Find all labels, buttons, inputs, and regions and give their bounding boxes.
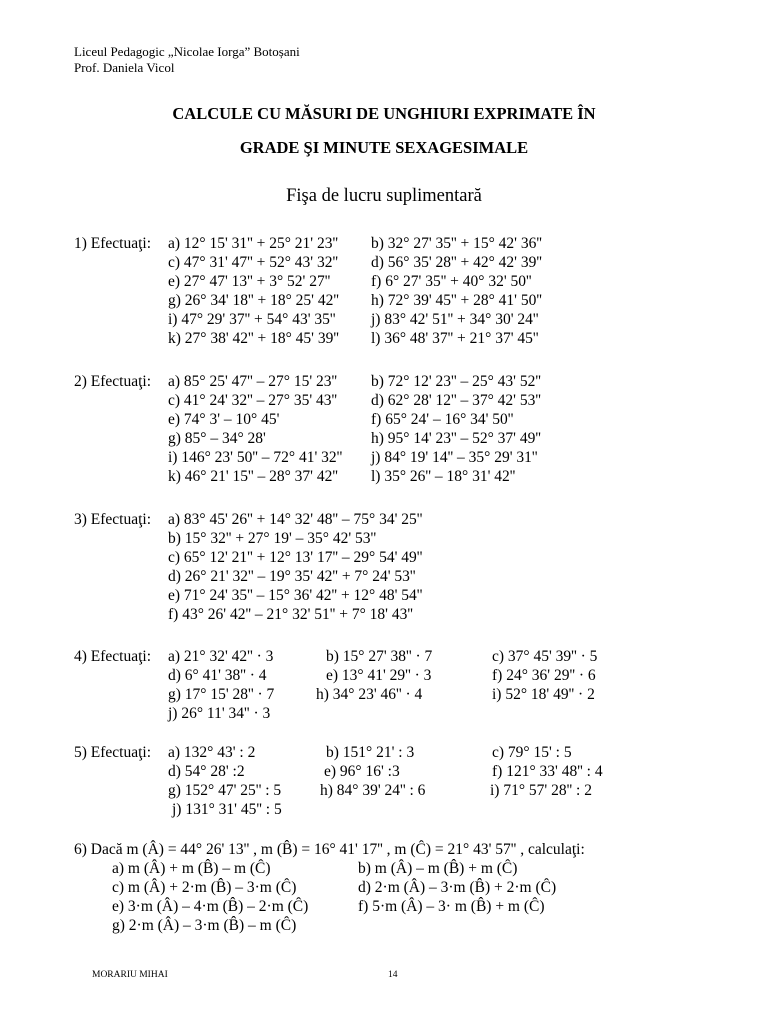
- item: f) 5·m (Â) – 3· m (B̂) + m (Ĉ): [358, 898, 545, 915]
- footer-author: MORARIU MIHAI: [92, 970, 168, 980]
- school-name: Liceul Pedagogic „Nicolae Iorga” Botoșani: [74, 44, 300, 59]
- item: j) 83° 42' 51'' + 34° 30' 24'': [371, 311, 539, 328]
- item: i) 52° 18' 49'' · 2: [492, 686, 595, 703]
- item: b) 32° 27' 35'' + 15° 42' 36'': [371, 235, 542, 252]
- exercise-label: 5) Efectuaţi:: [74, 744, 152, 761]
- item: j) 26° 11' 34'' · 3: [168, 705, 271, 722]
- exercise-label: 4) Efectuaţi:: [74, 648, 152, 665]
- item: j) 131° 31' 45'' : 5: [172, 801, 282, 818]
- item: d) 56° 35' 28'' + 42° 42' 39'': [371, 254, 542, 271]
- item: a) 132° 43' : 2: [168, 744, 256, 761]
- item: e) 96° 16' :3: [324, 763, 400, 780]
- item: i) 71° 57' 28'' : 2: [490, 782, 592, 799]
- item: b) 72° 12' 23'' – 25° 43' 52'': [371, 373, 541, 390]
- item: e) 27° 47' 13'' + 3° 52' 27'': [168, 273, 331, 290]
- page-number: 14: [388, 970, 398, 980]
- item: k) 46° 21' 15'' – 28° 37' 42'': [168, 468, 338, 485]
- item: a) 85° 25' 47'' – 27° 15' 23'': [168, 373, 338, 390]
- item: e) 71° 24' 35'' – 15° 36' 42'' + 12° 48' 54'': [168, 587, 423, 604]
- item: l) 36° 48' 37'' + 21° 37' 45'': [371, 330, 539, 347]
- item: i) 146° 23' 50'' – 72° 41' 32'': [168, 449, 343, 466]
- item: a) m (Â) + m (B̂) – m (Ĉ): [112, 860, 271, 877]
- item: l) 35° 26'' – 18° 31' 42'': [371, 468, 516, 485]
- item: h) 34° 23' 46'' · 4: [316, 686, 423, 703]
- item: f) 121° 33' 48'' : 4: [492, 763, 603, 780]
- item: d) 62° 28' 12'' – 37° 42' 53'': [371, 392, 541, 409]
- header: [74, 44, 300, 76]
- item: d) 26° 21' 32'' – 19° 35' 42'' + 7° 24' 53'': [168, 568, 416, 585]
- item: c) m (Â) + 2·m (B̂) – 3·m (Ĉ): [112, 879, 297, 896]
- teacher-name: Prof. Daniela Vicol: [74, 60, 175, 75]
- item: b) m (Â) – m (B̂) + m (Ĉ): [358, 860, 518, 877]
- item: f) 65° 24' – 16° 34' 50'': [371, 411, 514, 428]
- item: f) 6° 27' 35'' + 40° 32' 50'': [371, 273, 532, 290]
- item: g) 85° – 34° 28': [168, 430, 266, 447]
- item: a) 21° 32' 42'' · 3: [168, 648, 274, 665]
- item: d) 6° 41' 38'' · 4: [168, 667, 267, 684]
- item: e) 74° 3' – 10° 45': [168, 411, 280, 428]
- item: c) 41° 24' 32'' – 27° 35' 43'': [168, 392, 338, 409]
- item: e) 13° 41' 29'' · 3: [326, 667, 432, 684]
- item: j) 84° 19' 14'' – 35° 29' 31'': [371, 449, 538, 466]
- item: c) 47° 31' 47'' + 52° 43' 32'': [168, 254, 339, 271]
- item: g) 2·m (Â) – 3·m (B̂) – m (Ĉ): [112, 917, 297, 934]
- item: c) 79° 15' : 5: [492, 744, 572, 761]
- worksheet-subtitle: Fişa de lucru suplimentară: [286, 186, 482, 206]
- exercise-label: 3) Efectuaţi:: [74, 511, 152, 528]
- item: a) 12° 15' 31'' + 25° 21' 23'': [168, 235, 339, 252]
- item: b) 15° 32'' + 27° 19' – 35° 42' 53'': [168, 530, 377, 547]
- item: a) 83° 45' 26'' + 14° 32' 48'' – 75° 34' 25'': [168, 511, 423, 528]
- item: d) 54° 28' :2: [168, 763, 245, 780]
- exercise-intro: 6) Dacă m (Â) = 44° 26' 13'' , m (B̂) = 16° 41' 17'' , m (Ĉ) = 21° 43' 57'' , calculaţi:: [74, 841, 585, 858]
- item: k) 27° 38' 42'' + 18° 45' 39'': [168, 330, 339, 347]
- item: i) 47° 29' 37'' + 54° 43' 35'': [168, 311, 336, 328]
- item: e) 3·m (Â) – 4·m (B̂) – 2·m (Ĉ): [112, 898, 309, 915]
- title-line-1: CALCULE CU MĂSURI DE UNGHIURI EXPRIMATE ÎN: [172, 104, 596, 123]
- item: h) 95° 14' 23'' – 52° 37' 49'': [371, 430, 541, 447]
- item: f) 24° 36' 29'' · 6: [492, 667, 596, 684]
- exercise-label: 1) Efectuaţi:: [74, 235, 152, 252]
- exercise-label: 2) Efectuaţi:: [74, 373, 152, 390]
- item: d) 2·m (Â) – 3·m (B̂) + 2·m (Ĉ): [358, 879, 557, 896]
- title-line-2: GRADE ŞI MINUTE SEXAGESIMALE: [239, 138, 529, 157]
- item: g) 152° 47' 25'' : 5: [168, 782, 282, 799]
- item: c) 65° 12' 21'' + 12° 13' 17'' – 29° 54' 49'': [168, 549, 423, 566]
- item: b) 151° 21' : 3: [326, 744, 415, 761]
- item: h) 84° 39' 24'' : 6: [320, 782, 426, 799]
- item: c) 37° 45' 39'' · 5: [492, 648, 598, 665]
- item: b) 15° 27' 38'' · 7: [326, 648, 433, 665]
- item: g) 17° 15' 28'' · 7: [168, 686, 275, 703]
- item: h) 72° 39' 45'' + 28° 41' 50'': [371, 292, 542, 309]
- item: f) 43° 26' 42'' – 21° 32' 51'' + 7° 18' 43'': [168, 606, 413, 623]
- item: g) 26° 34' 18'' + 18° 25' 42'': [168, 292, 339, 309]
